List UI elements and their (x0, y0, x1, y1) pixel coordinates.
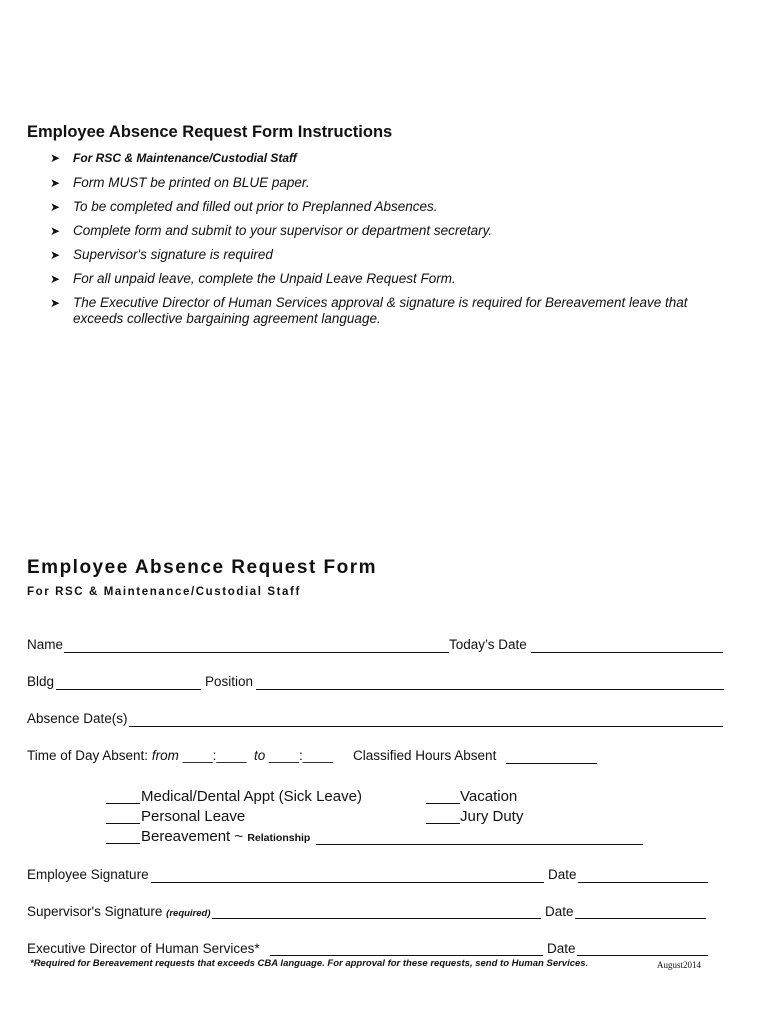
relationship-field[interactable] (316, 844, 643, 845)
instruction-item: ➤ Supervisor's signature is required (50, 247, 273, 262)
name-field[interactable] (64, 652, 449, 653)
form-subtitle: For RSC & Maintenance/Custodial Staff (27, 586, 301, 598)
arrow-bullet-icon: ➤ (50, 200, 61, 214)
classified-hours-field[interactable] (506, 763, 597, 764)
executive-director-signature-field[interactable] (270, 955, 543, 956)
absence-dates-label: Absence Date(s) (27, 711, 128, 726)
relationship-label: Relationship (247, 832, 311, 844)
footnote: *Required for Bereavement requests that exceeds CBA language. For approval for these requests, send to Human Services. (30, 958, 589, 969)
position-field[interactable] (256, 689, 724, 690)
arrow-bullet-icon: ➤ (50, 176, 61, 190)
employee-signature-field[interactable] (151, 882, 544, 883)
from-label: from (151, 748, 179, 763)
arrow-bullet-icon: ➤ (50, 296, 61, 310)
supervisor-date-label: Date (545, 904, 574, 919)
vacation-option-label: Vacation (460, 788, 518, 805)
supervisor-signature-label: Supervisor's Signature (27, 904, 163, 919)
jury-duty-option-label: Jury Duty (460, 808, 524, 825)
instruction-item: ➤ For RSC & Maintenance/Custodial Staff (50, 151, 297, 165)
instructions-title: Employee Absence Request Form Instructions (27, 123, 393, 141)
supervisor-date-field[interactable] (575, 918, 706, 919)
form-title: Employee Absence Request Form (27, 557, 378, 578)
arrow-bullet-icon: ➤ (50, 272, 61, 286)
to-time-field[interactable]: ____:____ (268, 748, 333, 763)
name-label: Name (27, 637, 64, 652)
instruction-item: ➤ For all unpaid leave, complete the Unpaid Leave Request Form. (50, 271, 456, 286)
personal-leave-checkbox[interactable] (106, 823, 140, 824)
personal-leave-option-label: Personal Leave (141, 808, 246, 825)
supervisor-signature-field[interactable] (212, 918, 541, 919)
executive-director-label: Executive Director of Human Services* (27, 941, 260, 956)
time-of-day-row (27, 748, 333, 763)
medical-checkbox[interactable] (106, 803, 140, 804)
classified-hours-label: Classified Hours Absent (353, 748, 497, 763)
arrow-bullet-icon: ➤ (50, 224, 61, 238)
jury-duty-checkbox[interactable] (426, 823, 460, 824)
position-label: Position (205, 674, 254, 689)
medical-option-label: Medical/Dental Appt (Sick Leave) (141, 788, 362, 805)
employee-signature-label: Employee Signature (27, 867, 149, 882)
required-note: (required) (166, 908, 211, 919)
bldg-label: Bldg (27, 674, 55, 689)
time-of-day-label: Time of Day Absent: (27, 748, 149, 763)
employee-date-label: Date (548, 867, 577, 882)
bereavement-option-row (141, 828, 310, 845)
employee-date-field[interactable] (578, 882, 708, 883)
bereavement-option-label: Bereavement (141, 828, 231, 845)
bldg-field[interactable] (56, 689, 201, 690)
instruction-item: ➤ Complete form and submit to your supervisor or department secretary. (50, 223, 493, 238)
from-time-field[interactable]: ____:____ (182, 748, 247, 763)
vacation-checkbox[interactable] (426, 803, 460, 804)
todays-date-label: Today’s Date (449, 637, 527, 652)
instruction-item: ➤ Form MUST be printed on BLUE paper. (50, 175, 310, 190)
absence-dates-field[interactable] (129, 726, 723, 727)
bereavement-checkbox[interactable] (106, 843, 140, 844)
executive-director-date-field[interactable] (577, 955, 708, 956)
arrow-bullet-icon: ➤ (50, 151, 61, 165)
instructions-list (50, 150, 740, 335)
bereavement-separator: ~ (234, 828, 244, 845)
to-label: to (253, 748, 266, 763)
arrow-bullet-icon: ➤ (50, 248, 61, 262)
instruction-item: ➤ The Executive Director of Human Services approval & signature is required for Bereavement leave that exceeds collective bargaining agreement language. (50, 295, 688, 326)
executive-director-date-label: Date (547, 941, 576, 956)
supervisor-signature-row (27, 904, 211, 919)
version-label: August2014 (657, 960, 702, 970)
todays-date-field[interactable] (531, 652, 723, 653)
instruction-item: ➤ To be completed and filled out prior to Preplanned Absences. (50, 199, 438, 214)
